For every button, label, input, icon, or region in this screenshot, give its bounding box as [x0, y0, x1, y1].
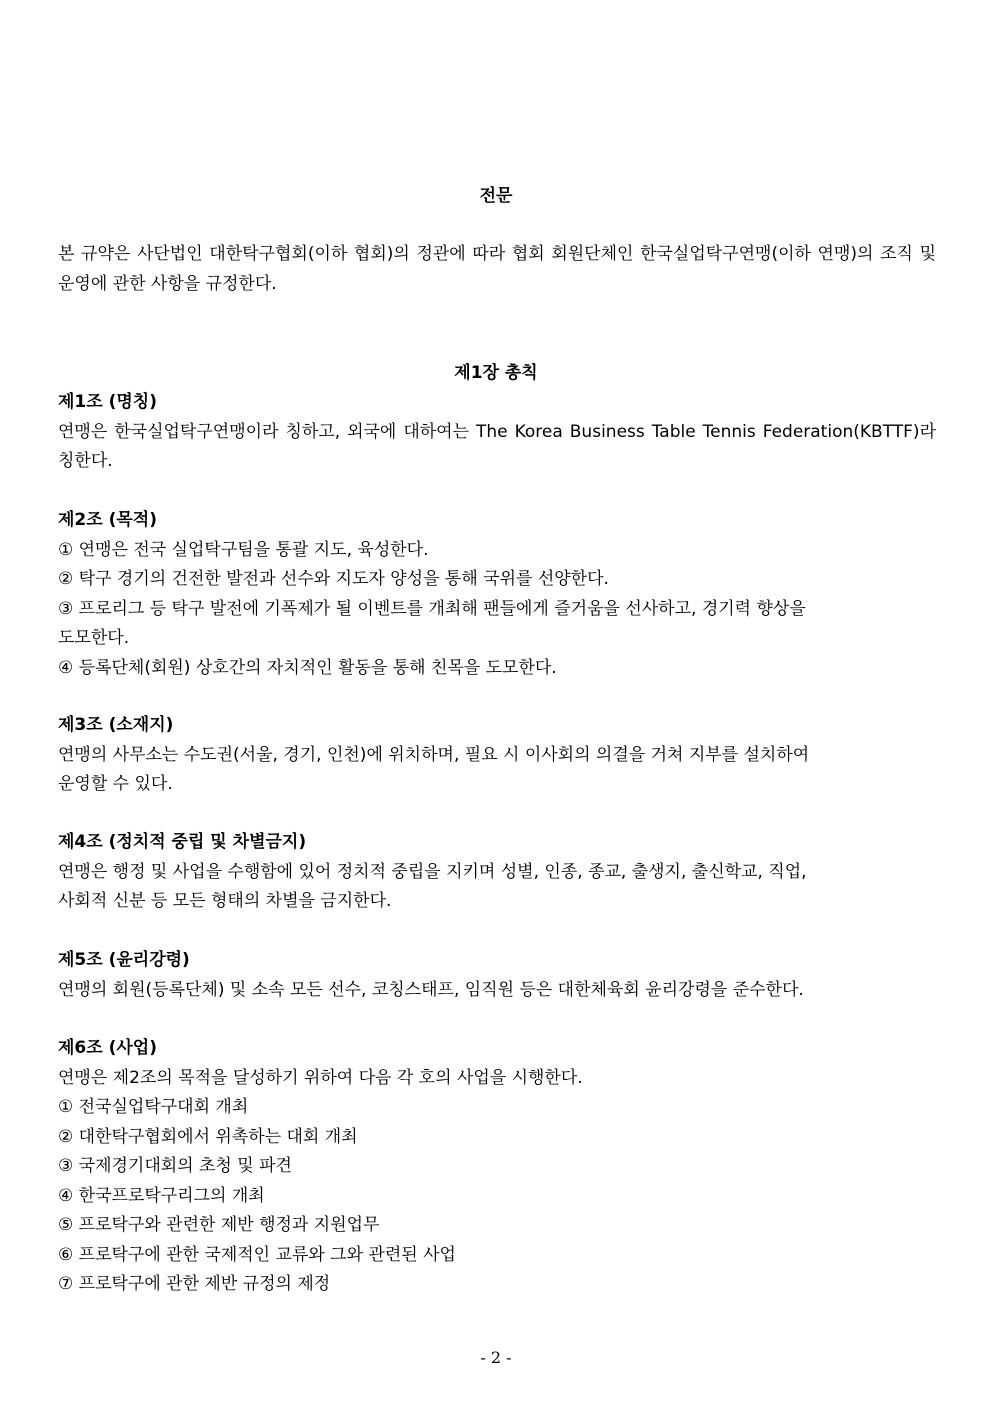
- article-3-title: 제3조 (소재지): [58, 715, 174, 735]
- article-4-line: 사회적 신분 등 모든 형태의 차별을 금지한다.: [58, 891, 392, 911]
- article-4: [58, 828, 936, 917]
- article-6: [58, 1034, 936, 1300]
- list-item: ⑤ 프로탁구와 관련한 제반 행정과 지원업무: [58, 1215, 380, 1235]
- article-5: [58, 946, 936, 1005]
- list-item: 도모한다.: [58, 628, 130, 648]
- preamble-text: 본 규약은 사단법인 대한탁구협회(이하 협회)의 정관에 따라 협회 회원단체인 한국실업탁구연맹(이하 연맹)의 조직 및 운영에 관한 사항을 규정한다.: [58, 244, 936, 294]
- article-3-line: 연맹의 사무소는 수도권(서울, 경기, 인천)에 위치하며, 필요 시 이사회의 의결을 거쳐 지부를 설치하여: [58, 744, 810, 765]
- list-item: ⑦ 프로탁구에 관한 제반 규정의 제정: [58, 1274, 331, 1294]
- article-5-title: 제5조 (윤리강령): [58, 950, 190, 970]
- chapter-title: 제1장 총칙: [454, 363, 538, 383]
- list-item: ③ 프로리그 등 탁구 발전에 기폭제가 될 이벤트를 개최해 팬들에게 즐거움을 선사하고, 경기력 향상을: [58, 598, 806, 619]
- article-1-title: 제1조 (명칭): [58, 392, 157, 412]
- article-1-text: 연맹은 한국실업탁구연맹이라 칭하고, 외국에 대하여는 The Korea Business Table Tennis Federation(KBTTF)라 칭한다.: [58, 421, 936, 471]
- article-4-title: 제4조 (정치적 중립 및 차별금지): [58, 832, 307, 852]
- list-item: ② 대한탁구협회에서 위촉하는 대회 개최: [58, 1126, 358, 1147]
- article-6-intro: 연맹은 제2조의 목적을 달성하기 위하여 다음 각 호의 사업을 시행한다.: [58, 1067, 583, 1088]
- list-item: ③ 국제경기대회의 초청 및 파견: [58, 1156, 292, 1176]
- list-item: ② 탁구 경기의 건전한 발전과 선수와 지도자 양성을 통해 국위를 선양한다.: [58, 569, 609, 589]
- list-item: ① 연맹은 전국 실업탁구팀을 통괄 지도, 육성한다.: [58, 539, 429, 560]
- list-item: ④ 등록단체(회원) 상호간의 자치적인 활동을 통해 친목을 도모한다.: [58, 657, 557, 678]
- article-3-line: 운영할 수 있다.: [58, 774, 173, 794]
- list-item: ① 전국실업탁구대회 개최: [58, 1097, 249, 1117]
- page-number: - 2 -: [480, 1348, 512, 1367]
- article-2: [58, 506, 936, 683]
- article-4-line: 연맹은 행정 및 사업을 수행함에 있어 정치적 중립을 지키며 성별, 인종, 종교, 출생지, 출신학교, 직업,: [58, 861, 807, 882]
- preamble-title: 전문: [479, 186, 513, 206]
- list-item: ④ 한국프로탁구리그의 개최: [58, 1185, 265, 1206]
- list-item: ⑥ 프로탁구에 관한 국제적인 교류와 그와 관련된 사업: [58, 1244, 456, 1265]
- article-2-title: 제2조 (목적): [58, 510, 157, 530]
- article-6-title: 제6조 (사업): [58, 1038, 157, 1058]
- article-1: [58, 388, 936, 477]
- article-5-text: 연맹의 회원(등록단체) 및 소속 모든 선수, 코칭스태프, 임직원 등은 대한체육회 윤리강령을 준수한다.: [58, 979, 804, 1000]
- article-3: [58, 711, 936, 800]
